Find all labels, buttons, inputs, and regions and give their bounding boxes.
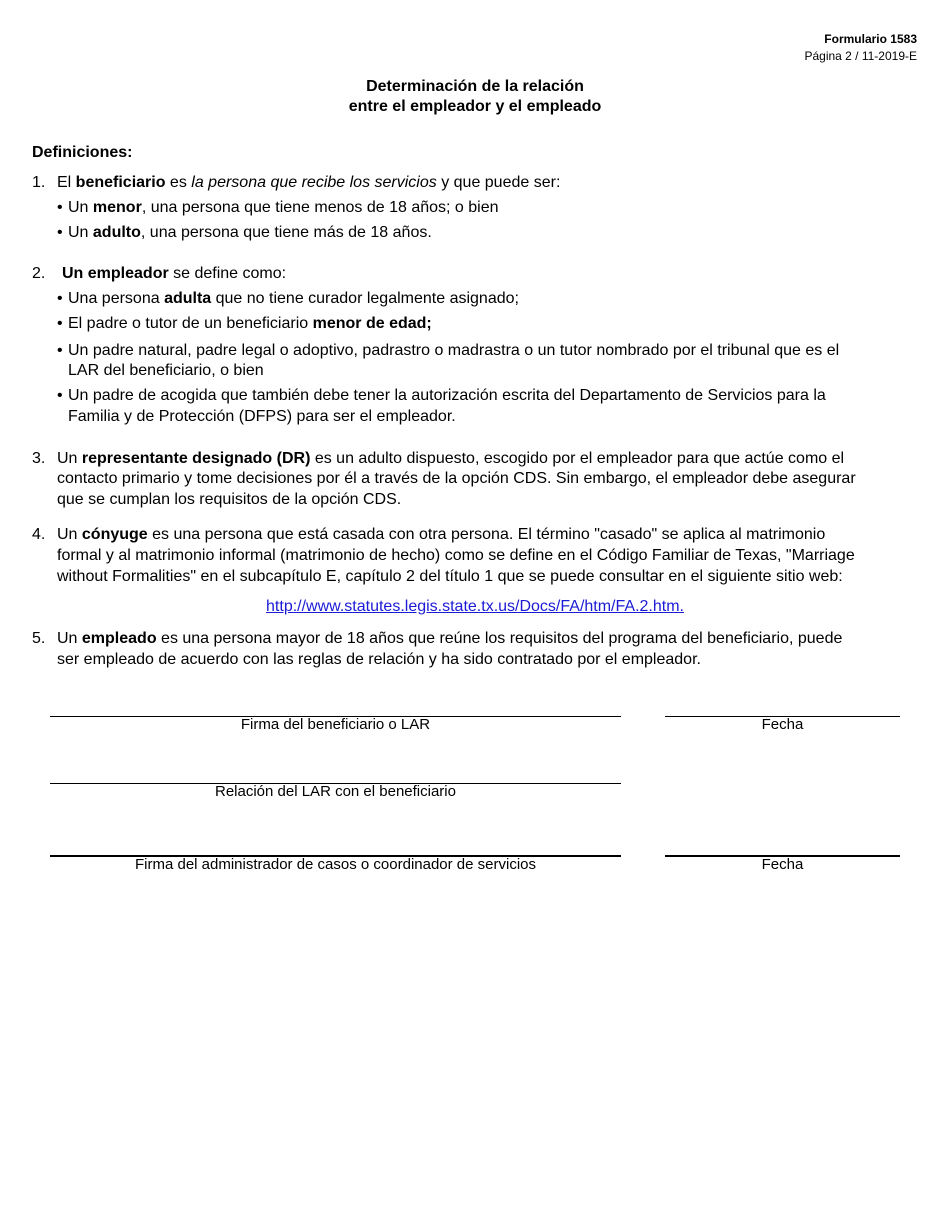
item2-line1: Un empleador se define como: <box>62 265 287 282</box>
bullet-icon: • <box>57 315 63 332</box>
item4-line2: formal y al matrimonio informal (matrimonio de hecho) como se define en el Código Familiar de Texas, "Marriage <box>57 547 855 564</box>
list-item-continuation: LAR del beneficiario, o bien <box>68 362 264 379</box>
item4-line3: without Formalities" en el subcapítulo E, capítulo 2 del título 1 que se puede consultar en el siguiente sitio web: <box>57 568 843 585</box>
item3-line3: que se cumplan los requisitos de la opción CDS. <box>57 491 402 508</box>
beneficiary-signature-label: Firma del beneficiario o LAR <box>240 716 431 733</box>
item-number: 5. <box>32 630 46 647</box>
item-number: 3. <box>32 450 46 467</box>
date-label-2: Fecha <box>761 856 804 873</box>
definitions-heading: Definiciones: <box>32 144 133 161</box>
item3-line1: Un representante designado (DR) es un adulto dispuesto, escogido por el empleador para que actúe como el <box>57 450 845 467</box>
item-number: 2. <box>32 265 46 282</box>
date-label-1: Fecha <box>761 716 804 733</box>
case-manager-signature-label: Firma del administrador de casos o coordinador de servicios <box>134 856 536 873</box>
bullet-icon: • <box>57 290 63 307</box>
item5-line1: Un empleado es una persona mayor de 18 años que reúne los requisitos del programa del beneficiario, puede <box>57 630 843 647</box>
bullet-icon: • <box>57 342 63 359</box>
item-number: 1. <box>32 174 46 191</box>
bullet-icon: • <box>57 387 63 404</box>
bullet-icon: • <box>57 224 63 241</box>
page-title-line2: entre el empleador y el empleado <box>348 98 602 115</box>
item4-line1: Un cónyuge es una persona que está casada con otra persona. El término "casado" se aplica al matrimonio <box>57 526 826 543</box>
statutes-link-row <box>0 597 950 617</box>
item1-line1: El beneficiario es la persona que recibe los servicios y que puede ser: <box>57 174 561 191</box>
form-number: Formulario 1583 <box>824 32 917 46</box>
item3-line2: contacto primario y tome decisiones por él a través de la opción CDS. Sin embargo, el empleador debe asegurar <box>57 470 856 487</box>
relationship-label: Relación del LAR con el beneficiario <box>215 783 456 800</box>
item-number: 4. <box>32 526 46 543</box>
item5-line2: ser empleado de acuerdo con las reglas de relación y ha sido contratado por el empleador. <box>57 651 701 668</box>
bullet-icon: • <box>57 199 63 216</box>
page-title-line1: Determinación de la relación <box>366 78 584 95</box>
statutes-link[interactable]: http://www.statutes.legis.state.tx.us/Docs/FA/htm/FA.2.htm. <box>266 598 684 615</box>
page-info: Página 2 / 11-2019-E <box>804 49 917 63</box>
list-item-continuation: Familia y de Protección (DFPS) para ser el empleador. <box>68 408 456 425</box>
